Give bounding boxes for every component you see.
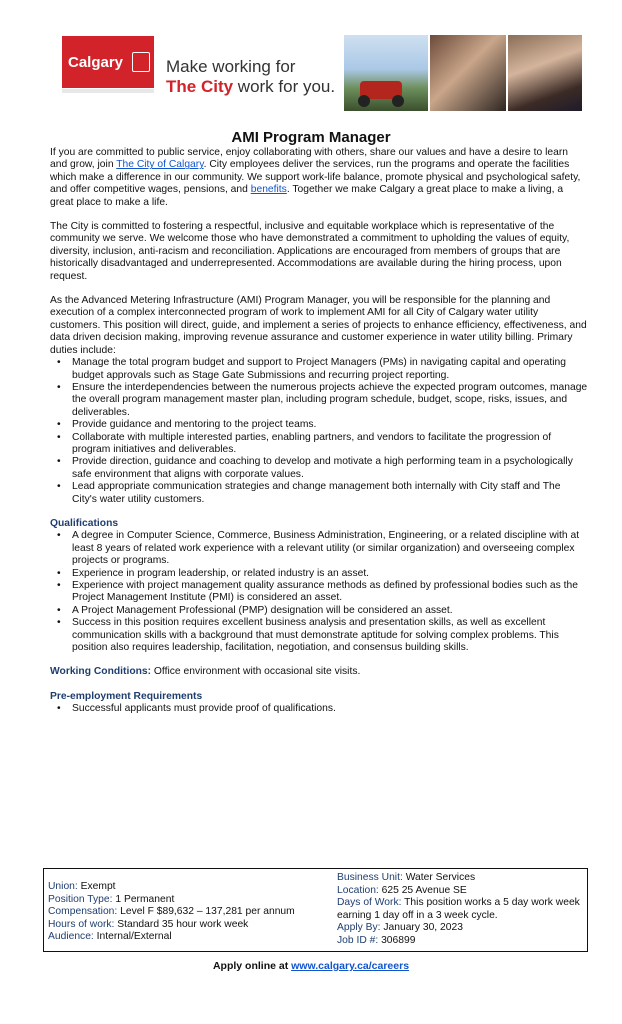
apply-by-row [337, 922, 583, 935]
list-item: • A degree in Computer Science, Commerce, Business Administration, Engineering, or a related discipline with at least 8 years of related work experience with a relevant utility (or similar organization) and overseeing complex projects or programs. [72, 530, 588, 567]
careers-link[interactable]: www.calgary.ca/careers [291, 960, 410, 972]
list-item: • Provide guidance and mentoring to the project teams. [72, 419, 588, 431]
union-row [48, 881, 338, 894]
benefits-link[interactable]: benefits [250, 184, 287, 196]
job-info-right [337, 872, 583, 948]
info-label: Location: [337, 884, 379, 896]
list-item: • Ensure the interdependencies between the numerous projects achieve the expected program outcomes, manage the overall program management master plan, including program schedule, budget, scope, risks, issues, and deliverables. [72, 382, 588, 419]
info-label: Business Unit: [337, 872, 403, 883]
tagline-the-city: The City [166, 77, 234, 96]
list-item: • Lead appropriate communication strategies and change management both internally with City staff and The City's water utility customers. [72, 481, 588, 506]
intro-text: If you are committed to public service, enjoy collaborating with others, share our values and have a desire to learn and grow, join [50, 147, 568, 171]
list-item: • A Project Management Professional (PMP) designation will be considered an asset. [72, 605, 588, 617]
intro-text: . City employees deliver the services, run the programs and operate the facilities which make a difference in our community. We support work-life balance, promote physical and psychological safety, and offer competitive wages, pensions, and [50, 159, 581, 196]
tagline-rest: work for you. [233, 77, 336, 96]
intro-paragraph-2: The City is committed to fostering a respectful, inclusive and equitable workplace which is representative of the community we serve. We welcome those who have demonstrated a commitment to upholding the values of equity, diversity, inclusion, anti-racism and reconciliation. Applications are encouraged from members of groups that are historically disadvantaged and underrepresented. Accommodations are available during the hiring process, upon request. [50, 221, 570, 282]
info-label: Hours of work: [48, 918, 115, 930]
banner-photos [344, 35, 582, 111]
info-value: January 30, 2023 [380, 922, 463, 934]
info-value: 1 Permanent [112, 893, 175, 905]
working-conditions-label: Working Conditions: [50, 666, 152, 678]
info-label: Position Type: [48, 893, 113, 905]
info-value: 306899 [378, 934, 416, 946]
job-id-row [337, 935, 583, 948]
pre-employment-list [50, 703, 588, 715]
qualifications-heading: Qualifications [50, 517, 119, 529]
info-label: Job ID #: [337, 934, 379, 946]
photo-worker [508, 35, 582, 111]
working-conditions-value: Office environment with occasional site visits. [151, 666, 361, 678]
intro-text: . Together we make Calgary a great place to make a living, a great place to make a life. [50, 184, 564, 208]
info-value: Level F $89,632 – 137,281 per annum [117, 906, 295, 918]
compensation-row [48, 906, 338, 919]
calgary-logo [62, 36, 154, 88]
list-item: • Provide direction, guidance and coaching to develop and motivate a high performing team in a psychologically safe environment that aligns with corporate values. [72, 456, 588, 481]
crest-icon [132, 52, 150, 72]
intro-paragraph-1 [50, 147, 588, 209]
info-label: Apply By: [337, 922, 381, 934]
info-value: Standard 35 hour work week [114, 918, 249, 930]
info-value: Water Services [402, 872, 476, 883]
list-item: • Experience in program leadership, or related industry is an asset. [72, 568, 588, 580]
info-value: 625 25 Avenue SE [378, 884, 467, 896]
photo-mower [344, 35, 428, 111]
apply-online [0, 960, 622, 972]
job-info-left [48, 881, 338, 944]
days-of-work-row [337, 897, 583, 922]
tagline-line2 [166, 77, 335, 97]
job-description [50, 147, 588, 716]
info-value: Exempt [77, 881, 116, 892]
city-of-calgary-link[interactable]: The City of Calgary [116, 159, 204, 171]
list-item: • Collaborate with multiple interested parties, enabling partners, and vendors to facilitate the progression of program initiatives and deliverables. [72, 432, 588, 457]
pre-employment-heading: Pre-employment Requirements [50, 690, 203, 702]
header-banner [62, 33, 582, 111]
logo-underline [62, 89, 154, 93]
job-info-box [43, 868, 588, 952]
mower-wheel [392, 95, 404, 107]
duties-list [50, 357, 588, 506]
hours-row [48, 919, 338, 932]
info-label: Compensation: [48, 906, 118, 918]
info-value: Internal/External [93, 931, 172, 943]
list-item: • Success in this position requires excellent business analysis and presentation skills, as well as excellent communication skills with a background that must demonstrate aptitude for solving complex problems. This position also requires leadership, facilitation, negotiation, and consensus building skills. [72, 617, 588, 654]
info-label: Days of Work: [337, 897, 402, 909]
logo-wordmark: Calgary [68, 54, 124, 71]
info-label: Audience: [48, 931, 94, 943]
apply-text: Apply online at [212, 960, 292, 972]
working-conditions [50, 666, 588, 678]
list-item: • Manage the total program budget and support to Project Managers (PMs) in navigating capital and operating budget approvals such as Stage Gate Submissions and recurring project reporting. [72, 357, 588, 382]
business-unit-row [337, 872, 583, 885]
tagline-line1: Make working for [166, 57, 296, 76]
info-value: This position works a 5 day work week earning 1 day off in a 3 week cycle. [337, 897, 580, 921]
info-label: Union: [48, 881, 78, 892]
photo-employees [430, 35, 506, 111]
audience-row [48, 931, 338, 944]
mower-wheel [358, 95, 370, 107]
page-title: AMI Program Manager [231, 129, 391, 146]
qualifications-list [50, 530, 588, 654]
position-type-row [48, 894, 338, 907]
location-row [337, 885, 583, 898]
list-item: • Experience with project management quality assurance methods as defined by professional bodies such as the Project Management Institute (PMI) is considered an asset. [72, 580, 588, 605]
intro-paragraph-3: As the Advanced Metering Infrastructure (AMI) Program Manager, you will be responsible for the planning and execution of a complex interconnected program of work to implement AMI for all City of Calgary water utility customers. This position will direct, guide, and implement a series of projects to enhance efficiency, effectiveness, and data driven decision making, improving revenue assurance and customer experience in water utility billing. Primary duties include: [50, 295, 587, 356]
list-item: • Successful applicants must provide proof of qualifications. [72, 703, 588, 715]
